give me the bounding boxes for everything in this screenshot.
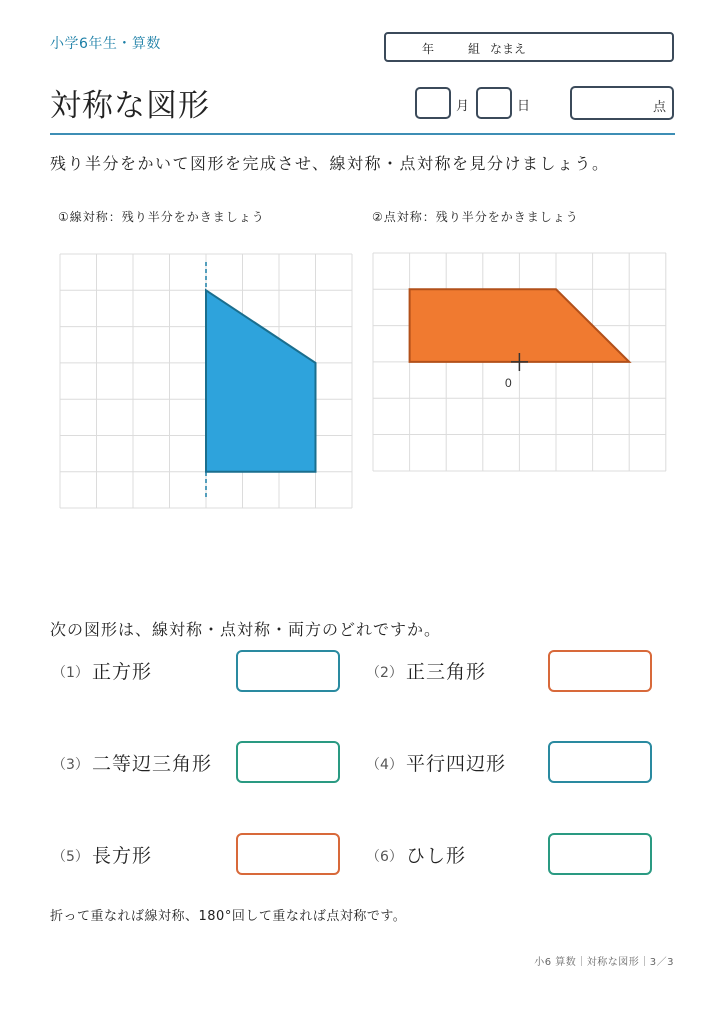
center-point-label: 0 [505, 376, 512, 390]
name-field[interactable] [384, 32, 674, 62]
q3-label: 二等辺三角形 [92, 753, 213, 775]
score-input[interactable] [570, 86, 674, 120]
q3-number: （3） [52, 757, 89, 773]
q2-number: （2） [366, 665, 403, 681]
blue-half-shape [206, 290, 316, 472]
month-input[interactable] [415, 87, 451, 119]
score-label: 点 [652, 100, 666, 115]
hint-note: 折って重なれば線対称、180°回して重なれば点対称です。 [50, 909, 407, 924]
point-symmetry-label: ②点対称：残り半分をかきましょう [372, 210, 579, 224]
name-year-label: 年 [422, 42, 435, 56]
question-prompt: 次の図形は、線対称・点対称・両方のどれですか。 [50, 620, 442, 639]
q4-answer-box[interactable] [548, 741, 652, 783]
q5-answer-box[interactable] [236, 833, 340, 875]
q5-label: 長方形 [92, 845, 153, 867]
q2-label: 正三角形 [406, 661, 487, 683]
grade-label: 小学6年生・算数 [50, 36, 161, 52]
month-label: 月 [456, 99, 470, 114]
q3-answer-box[interactable] [236, 741, 340, 783]
line-symmetry-label: ①線対称：残り半分をかきましょう [58, 210, 265, 224]
q1-answer-box[interactable] [236, 650, 340, 692]
q6-label: ひし形 [406, 845, 467, 867]
q6-number: （6） [366, 849, 403, 865]
day-label: 日 [517, 99, 531, 114]
name-class-label: 組 [468, 42, 481, 56]
header-divider [50, 133, 675, 135]
q2-answer-box[interactable] [548, 650, 652, 692]
q1-number: （1） [52, 665, 89, 681]
q6-answer-box[interactable] [548, 833, 652, 875]
line-symmetry-figure[interactable] [58, 252, 354, 510]
name-label: なまえ [490, 42, 527, 56]
q4-label: 平行四辺形 [406, 753, 507, 775]
day-input[interactable] [476, 87, 512, 119]
page-title: 対称な図形 [50, 88, 210, 124]
point-symmetry-figure[interactable] [372, 252, 668, 474]
page-footer: 小6 算数｜対称な図形｜3／3 [534, 957, 674, 968]
instruction-text: 残り半分をかいて図形を完成させ、線対称・点対称を見分けましょう。 [50, 154, 610, 173]
q5-number: （5） [52, 849, 89, 865]
q1-label: 正方形 [92, 661, 153, 683]
q4-number: （4） [366, 757, 403, 773]
